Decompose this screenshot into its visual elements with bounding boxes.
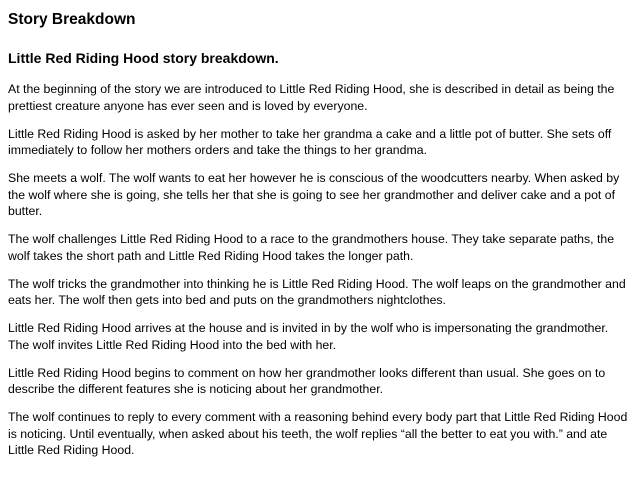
paragraph-ending: The wolf continues to reply to every comment with a reasoning behind every body part that Little Red Riding Hood is noticing. Until eventually, when asked about his teeth, the wolf replies “all the better to eat you with.” and ate Little Red Riding Hood. (8, 410, 628, 457)
paragraph-arrival: Little Red Riding Hood arrives at the house and is invited in by the wolf who is impersonating the grandmother. The wolf invites Little Red Riding Hood into the bed with her. (8, 321, 609, 352)
paragraph-introduction: At the beginning of the story we are introduced to Little Red Riding Hood, she is described in detail as being the prettiest creature anyone has ever seen and is loved by everyone. (8, 82, 615, 113)
paragraph-comments: Little Red Riding Hood begins to comment on how her grandmother looks different than usual. She goes on to describe the different features she is noticing about her grandmother. (8, 365, 606, 396)
paragraph-wolf-tricks: The wolf tricks the grandmother into thinking he is Little Red Riding Hood. The wolf leaps on the grandmother and eats her. The wolf then gets into bed and puts on the grandmothers nightclothes. (8, 276, 626, 307)
document-subtitle: Little Red Riding Hood story breakdown. (8, 50, 279, 66)
paragraph-race: The wolf challenges Little Red Riding Hood to a race to the grandmothers house. They take separate paths, the wolf takes the short path and Little Red Riding Hood takes the longer path. (8, 232, 615, 263)
paragraph-mother-request: Little Red Riding Hood is asked by her mother to take her grandma a cake and a little pot of butter. She sets off immediately to follow her mothers orders and take the things to her grandma. (8, 126, 612, 157)
document-page (8, 10, 630, 470)
page-title: Story Breakdown (8, 11, 136, 28)
paragraph-meets-wolf: She meets a wolf. The wolf wants to eat her however he is conscious of the woodcutters nearby. When asked by the wolf where she is going, she tells her that she is going to see her grandmother and deliver cake and a pot of butter. (8, 171, 620, 218)
